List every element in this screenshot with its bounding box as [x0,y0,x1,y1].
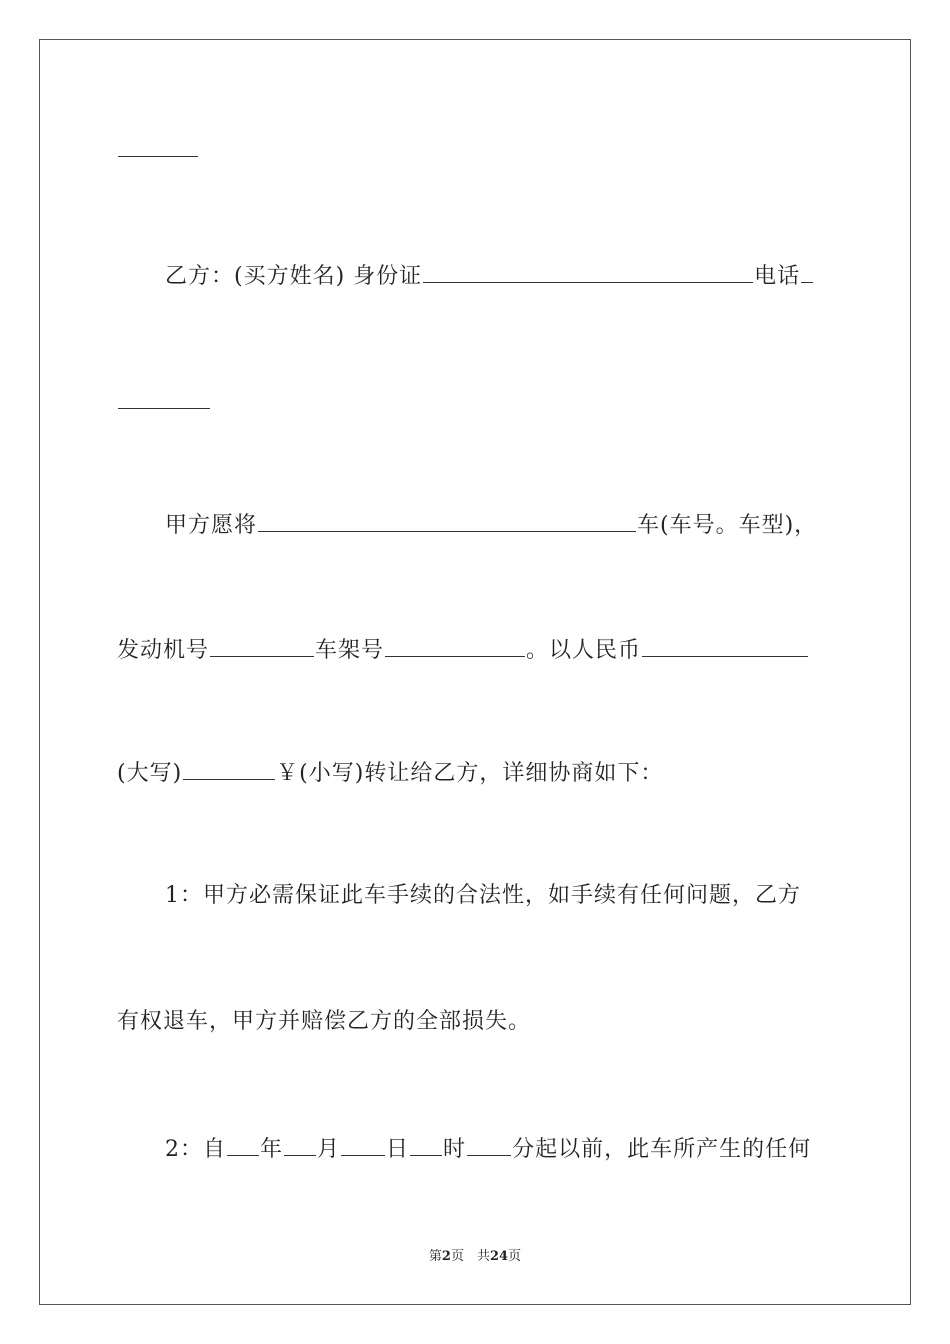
clause-1-line-2: 有权退车，甲方并赔偿乙方的全部损失。 [117,1009,532,1034]
day-label: 日 [386,1137,410,1162]
lower-text: ￥(小写)转让给乙方，详细协商如下： [276,761,664,786]
price-line [117,757,663,789]
footer-page-mid: 页 共 [450,1249,490,1264]
blank-field[interactable] [118,134,198,157]
transfer-intro: 甲方愿将 [165,513,258,538]
id-card-blank[interactable] [423,260,753,283]
year-label: 年 [260,1137,284,1162]
day-blank[interactable] [341,1133,385,1156]
rmb-label: 。以人民币 [526,638,642,663]
clause-2-suffix: 分起以前，此车所产生的任何 [512,1137,812,1162]
engine-blank[interactable] [210,634,314,657]
phone-blank-start[interactable] [801,260,813,283]
frame-blank[interactable] [385,634,525,657]
phone-label: 电话 [754,264,801,289]
clause-1-line-1: 1：甲方必需保证此车手续的合法性，如手续有任何问题，乙方 [165,883,801,908]
page-footer [0,1248,950,1266]
footer-page-suffix: 页 [508,1249,522,1264]
minute-blank[interactable] [467,1133,511,1156]
car-blank[interactable] [258,509,636,532]
party-b-label: 乙方：(买方姓名) 身份证 [165,264,423,289]
clause-2-prefix: 2：自 [165,1137,226,1162]
footer-total-pages: 24 [489,1249,509,1264]
phone-blank[interactable] [118,386,210,409]
engine-label: 发动机号 [117,638,210,663]
upper-label: (大写) [117,761,183,786]
phone-blank-line [117,386,211,418]
hour-label: 时 [443,1137,467,1162]
party-b-line [165,260,814,292]
engine-line [117,634,809,666]
frame-label: 车架号 [315,638,385,663]
continuation-blank-line [117,134,199,166]
hour-blank[interactable] [410,1133,442,1156]
month-blank[interactable] [284,1133,316,1156]
month-label: 月 [317,1137,341,1162]
car-desc: 车(车号。车型)， [637,513,818,538]
footer-page-number: 2 [441,1249,451,1264]
rmb-blank[interactable] [642,634,808,657]
footer-page-prefix: 第 [428,1249,442,1264]
clause-2-line [165,1133,811,1165]
page-border [39,39,911,1305]
transfer-line [165,509,817,541]
upper-blank[interactable] [183,757,275,780]
year-blank[interactable] [227,1133,259,1156]
